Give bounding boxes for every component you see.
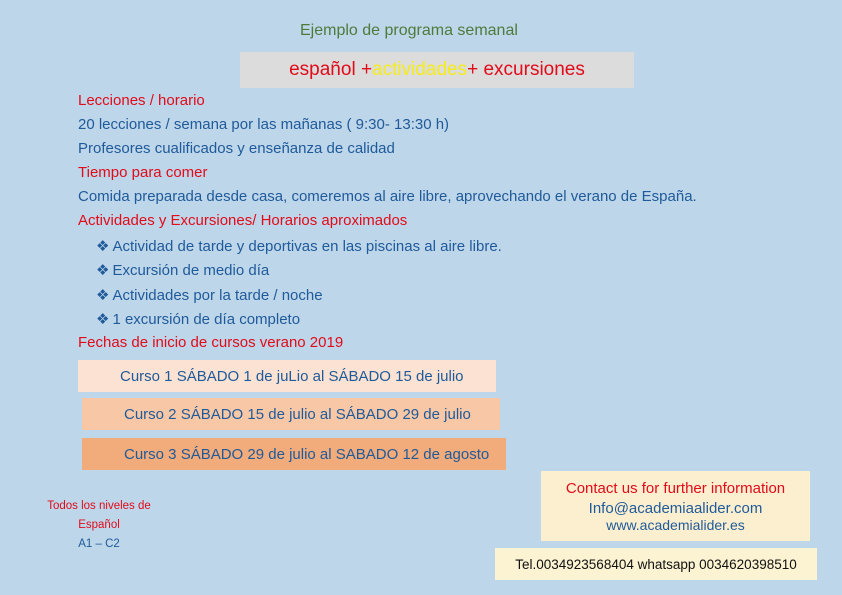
levels-line-2: Español [78, 519, 120, 531]
list-item [96, 286, 323, 304]
lessons-schedule: 20 lecciones / semana por las mañanas ( 9:30- 13:30 h) [78, 116, 450, 133]
contact-box [541, 471, 810, 541]
phone-box: Tel.0034923568404 whatsapp 0034620398510 [495, 548, 817, 580]
levels-line-1: Todos los niveles de [47, 500, 151, 512]
dates-heading: Fechas de inicio de cursos verano 2019 [78, 334, 344, 351]
course-1-dates: Curso 1 SÁBADO 1 de juLio al SÁBADO 15 de julio [78, 360, 496, 392]
diamond-bullet-icon: ❖ [96, 311, 110, 328]
page-title: Ejemplo de programa semanal [300, 22, 518, 39]
diamond-bullet-icon: ❖ [96, 262, 110, 279]
diamond-bullet-icon: ❖ [96, 238, 110, 255]
list-item [96, 261, 269, 279]
program-banner [240, 52, 634, 88]
banner-excursions: + excursiones [467, 59, 585, 80]
lunch-heading: Tiempo para comer [78, 164, 208, 181]
activities-heading: Actividades y Excursiones/ Horarios aproximados [78, 212, 408, 229]
list-item [96, 237, 502, 255]
lessons-heading: Lecciones / horario [78, 92, 205, 109]
contact-email-link[interactable]: Info@academiaalider.com [588, 499, 763, 517]
list-item-text: 1 excursión de día completo [112, 311, 301, 328]
levels-note [40, 497, 158, 554]
levels-range: A1 – C2 [78, 538, 120, 550]
course-3-dates: Curso 3 SÁBADO 29 de julio al SABADO 12 de agosto [82, 438, 506, 470]
list-item-text: Excursión de medio día [112, 262, 270, 279]
lunch-description: Comida preparada desde casa, comeremos al aire libre, aprovechando el verano de España. [78, 188, 697, 205]
list-item [96, 310, 300, 328]
lessons-quality: Profesores cualificados y enseñanza de calidad [78, 140, 395, 157]
contact-heading: Contact us for further information [565, 479, 786, 497]
course-2-dates: Curso 2 SÁBADO 15 de julio al SÁBADO 29 de julio [82, 398, 500, 430]
list-item-text: Actividades por la tarde / noche [112, 287, 323, 304]
diamond-bullet-icon: ❖ [96, 287, 110, 304]
banner-spanish: español + [289, 59, 373, 80]
contact-website-link[interactable]: www.academialider.es [606, 516, 745, 533]
banner-activities: actividades [372, 59, 468, 80]
list-item-text: Actividad de tarde y deportivas en las piscinas al aire libre. [112, 238, 502, 255]
